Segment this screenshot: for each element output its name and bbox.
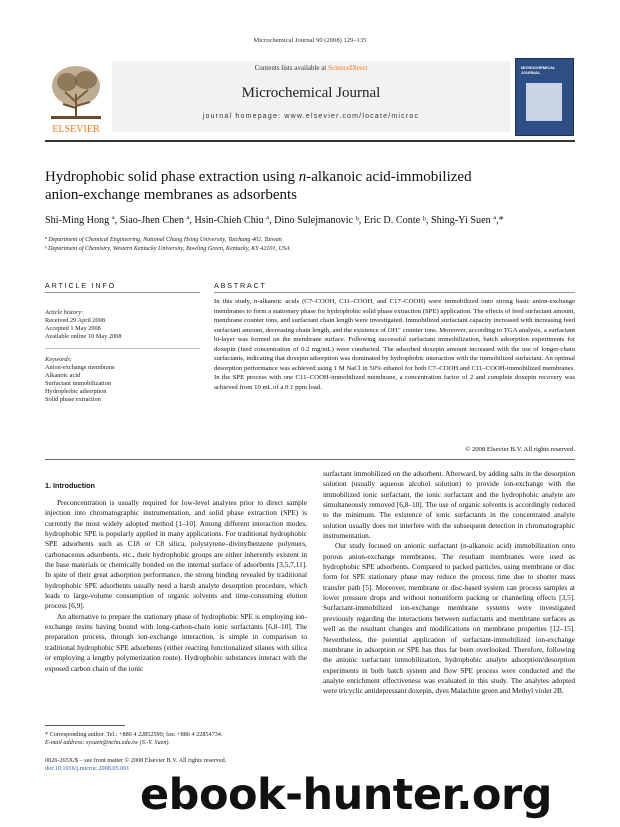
keyword: Alkanoic acid: [45, 372, 81, 379]
cover-title: MICROCHEMICAL JOURNAL: [521, 65, 556, 75]
affiliation-a: ª Department of Chemical Engineering, National Chung Hsing University, Taichung 402, Taiwan: [45, 237, 282, 243]
online-date: Available online 10 May 2008: [45, 333, 122, 340]
title-line-2: anion-exchange membranes as adsorbents: [45, 187, 297, 203]
sciencedirect-link[interactable]: ScienceDirect: [328, 64, 368, 72]
keyword: Hydrophobic adsorption: [45, 388, 107, 395]
keyword: Solid phase extraction: [45, 396, 101, 403]
cover-image: [526, 83, 562, 121]
intro-paragraph: An alternative to prepare the stationary phase of hydrophobic SPE is employing ion-exchange resins having bound with long-carbon-chain ionic surfactants [6,8–10]. The preparation process, through ion-exchange interaction, is simple in comparison to traditional hydrophobic SPE adsorbents (either reacting functionalized silanes with silica or employing a lengthy polymerization route). Hydrophobic substances interact with the exposed carbon chain of the ionic: [45, 611, 307, 673]
corresponding-author: * Corresponding author. Tel.: +886 4 22852590; fax: +886 4 22854734.: [45, 731, 223, 738]
accepted-date: Accepted 1 May 2008: [45, 325, 101, 332]
watermark: ebook-hunter.org: [140, 770, 552, 820]
doi-link[interactable]: doi:10.1016/j.microc.2008.05.001: [45, 765, 130, 773]
affiliation-b: ᵇ Department of Chemistry, Western Kentucky University, Bowling Green, Kentucky, KY 42101, USA: [45, 246, 290, 252]
article-info-heading: ARTICLE INFO: [45, 281, 116, 290]
header-rule: [45, 140, 575, 142]
title-italic: n: [298, 169, 307, 185]
keyword: Surfactant immobilization: [45, 380, 111, 387]
intro-paragraph: Our study focused on anionic surfactant (n-alkanoic acid) immobilization onto porous anion-exchange membranes. The resultant membranes were used as hydrophobic SPE adsorbents. Compared to packed particles, using membrane or disc form for SPE stationary phase may reduce the process time due to shorter mass transfer path [5]. Moreover, membrane or disc-based system can process samples at lower pressure drops and without nonuniform packing or channeling effects [3,5]. Surfactant-immobilized ion-exchange membrane systems were investigated previously regarding the interactions between surfactants and membrane surfaces as well as the resultant changes and modifications on membrane properties [12–15]. Nevertheless, the potential application of surfactant-immobilized ion-exchange membrane in adsorption or SPE has thus far been overlooked. Therefore, following the anionic surfactant immobilization, hydrophobic analyte adsorption/desorption experiments in both batch system and flow SPE process were conducted and the analyte enrichment effectiveness was evaluated in this study. The analytes adopted were tricyclic antidepressant doxepin, dyes Malachite green and Methyl violet 2B.: [323, 541, 575, 696]
keyword: Anion-exchange membrane: [45, 364, 115, 371]
abstract-bottom-rule: [45, 459, 575, 460]
publisher-logo-text: ELSEVIER: [52, 124, 100, 135]
intro-right-column: [323, 469, 575, 697]
article-info: [45, 309, 200, 404]
title-part-1: Hydrophobic solid phase extraction using: [45, 169, 299, 185]
abstract-copyright: © 2008 Elsevier B.V. All rights reserved.: [465, 446, 575, 453]
author-list: Shi-Ming Hong ª, Siao-Jhen Chen ª, Hsin-Chieh Chiu ª, Dino Sulejmanovic ᵇ, Eric D. Conte ᵇ, Shing-Yi Suen ª,*: [45, 215, 504, 226]
article-info-rule: [45, 292, 200, 293]
title-part-2: -alkanoic acid-immobilized: [306, 169, 472, 185]
author-email[interactable]: E-mail address: sysuen@nchu.edu.tw (S.-Y. Suen).: [45, 739, 171, 747]
intro-paragraph: Preconcentration is usually required for low-level analytes prior to direct sample injection into chromatographic instrumentation, and solid phase extraction (SPE) is currently the most widely adopted method [1–10]. Among different interaction modes, hydrophobic SPE is popularly applied in many applications. For traditional hydrophobic SPE adsorbents such as C18 or C8 silica, polystyrene–divinylbenzene polymers, carbonaceous adsorbents, etc., their hydrophobic groups are either inherently existent in the base materials or chemically bonded on the internal surface of adsorbents [3,5,7,11]. In spite of their great adsorption performance, the strong binding revealed by traditional hydrophobic SPE adsorbents usually need a harsh analyte desorption procedure, which leads to large-volume consumption of organic solvents and time-consuming elution process [6,9].: [45, 498, 307, 611]
elsevier-logo: [45, 58, 107, 136]
issn-line: 0026-265X/$ – see front matter © 2008 Elsevier B.V. All rights reserved.: [45, 757, 227, 764]
footnote-rule: [45, 725, 125, 726]
received-date: Received 29 April 2008: [45, 317, 105, 324]
contents-line: [112, 64, 510, 72]
history-label: Article history:: [45, 309, 84, 316]
abstract-heading: ABSTRACT: [214, 281, 267, 290]
intro-paragraph: surfactant immobilized on the adsorbent. Afterward, by adding salts in the desorption solution (usually aqueous alcohol solution) to provide ion-exchange with the immobilized ionic surfactant, the ionic surfactant and the hydrophobic analyte are simultaneously removed [6,8–10]. The use of organic solvents is accordingly reduced to the minimum. The existence of ionic surfactants in the concentrated analyte solution usually does not interfere with the subsequent detection in chromatographic instrumentation.: [323, 469, 575, 541]
intro-left-column: [45, 498, 307, 674]
keywords-label: Keywords:: [45, 356, 73, 363]
journal-title: Microchemical Journal: [241, 85, 381, 101]
abstract-rule: [214, 292, 575, 293]
journal-cover-thumbnail: [515, 58, 574, 136]
running-head: Microchemical Journal 90 (2008) 129–135: [253, 37, 367, 44]
info-divider: [45, 348, 200, 349]
abstract-text: In this study, n-alkanoic acids (C7–COOH, C11–COOH, and C17–COOH) were immobilized onto strong basic anion-exchange membranes to form a stationary phase for hydrophobic solid phase extraction (SPE) application. The effects of feed surfactant amount, membrane counter ions, and surfactant chain length were investigated. Immobilized surfactant capacity increased with increasing feed surfactant amount, decreasing chain length, and the existence of OH⁻ counter ions. Moreover, according to TGA analysis, a surfactant bi-layer was formed on the membrane surface. Following successful surfactant immobilization, batch adsorption experiments for doxepin (feed concentration of 0.2 mg/mL) were conducted. The adsorbed doxepin amount increased with the use of longer-chain surfactants, indicating that doxepin adsorption was dominated by hydrophobic interaction with the immobilized surfactant. An optimal desorption performance was achieved using 1 M NaCl in 50% ethanol for both C7–COOH and C11–COOH-immobilized membranes. In the SPE process with one C11–COOH-immobilized membrane, a concentration factor of 2 and complete doxepin recovery was achieved from 10 mL of a 0.1 ppm load.: [214, 298, 575, 391]
footnote: [45, 731, 307, 748]
article-title: [45, 168, 575, 204]
journal-homepage[interactable]: journal homepage: www.elsevier.com/locate/microc: [202, 113, 420, 120]
intro-heading: 1. Introduction: [45, 481, 95, 490]
contents-prefix: Contents lists available at: [254, 64, 329, 72]
